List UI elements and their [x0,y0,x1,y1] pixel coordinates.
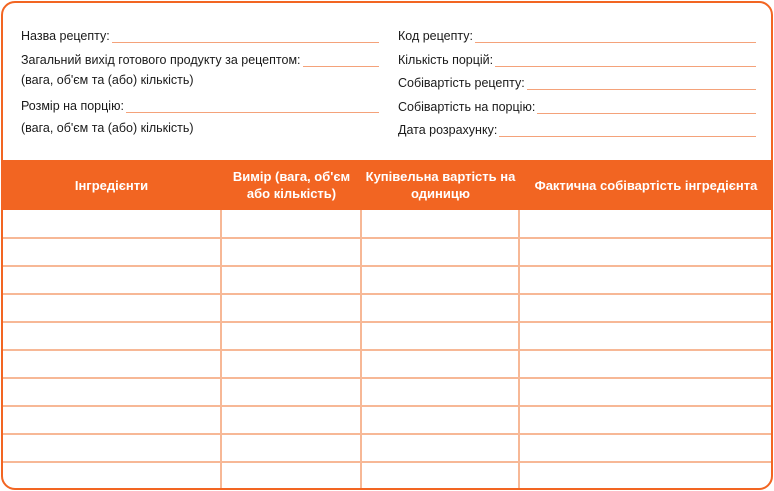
table-row-divider [3,433,771,435]
recipe-code-label: Код рецепту: [398,29,473,43]
table-row-divider [3,321,771,323]
recipe-cost-line[interactable] [527,76,756,90]
recipe-code-field[interactable] [398,27,756,43]
portion-cost-field[interactable] [398,98,756,114]
table-row-divider [3,405,771,407]
portion-cost-line[interactable] [537,100,756,114]
portion-size-field[interactable] [21,97,379,113]
portion-size-note: (вага, об'єм та (або) кількість) [21,121,194,135]
portion-size-line[interactable] [126,99,379,113]
recipe-name-line[interactable] [112,29,379,43]
table-row-divider [3,237,771,239]
header-actual-cost: Фактична собівартість інгредієнта [534,177,758,193]
recipe-cost-card [1,1,773,490]
table-row-divider [3,349,771,351]
recipe-name-field[interactable] [21,27,379,43]
ingredients-table-header [3,160,771,210]
recipe-code-line[interactable] [475,29,756,43]
header-measure: Вимір (вага, об'єм або кількість) [232,169,351,201]
portions-count-field[interactable] [398,51,756,67]
total-yield-note: (вага, об'єм та (або) кількість) [21,73,194,87]
table-row-divider [3,461,771,463]
table-row-divider [3,377,771,379]
recipe-name-label: Назва рецепту: [21,29,110,43]
table-row-divider [3,265,771,267]
recipe-cost-label: Собівартість рецепту: [398,76,525,90]
portion-size-label: Розмір на порцію: [21,99,124,113]
portions-count-label: Кількість порцій: [398,53,494,67]
calculation-date-line[interactable] [499,123,756,137]
ingredients-table-body [3,210,771,488]
table-row-divider [3,293,771,295]
calculation-date-label: Дата розрахунку: [398,123,498,137]
recipe-cost-field[interactable] [398,74,756,90]
portions-count-line[interactable] [495,53,756,67]
calculation-date-field[interactable] [398,121,756,137]
header-unit-price: Купівельна вартість на одиницю [365,169,516,201]
header-ingredients: Інгредієнти [74,177,149,193]
total-yield-label: Загальний вихід готового продукту за рецептом: [21,53,301,67]
portion-cost-label: Собівартість на порцію: [398,100,536,114]
total-yield-field[interactable] [21,51,379,67]
total-yield-line[interactable] [303,53,379,67]
